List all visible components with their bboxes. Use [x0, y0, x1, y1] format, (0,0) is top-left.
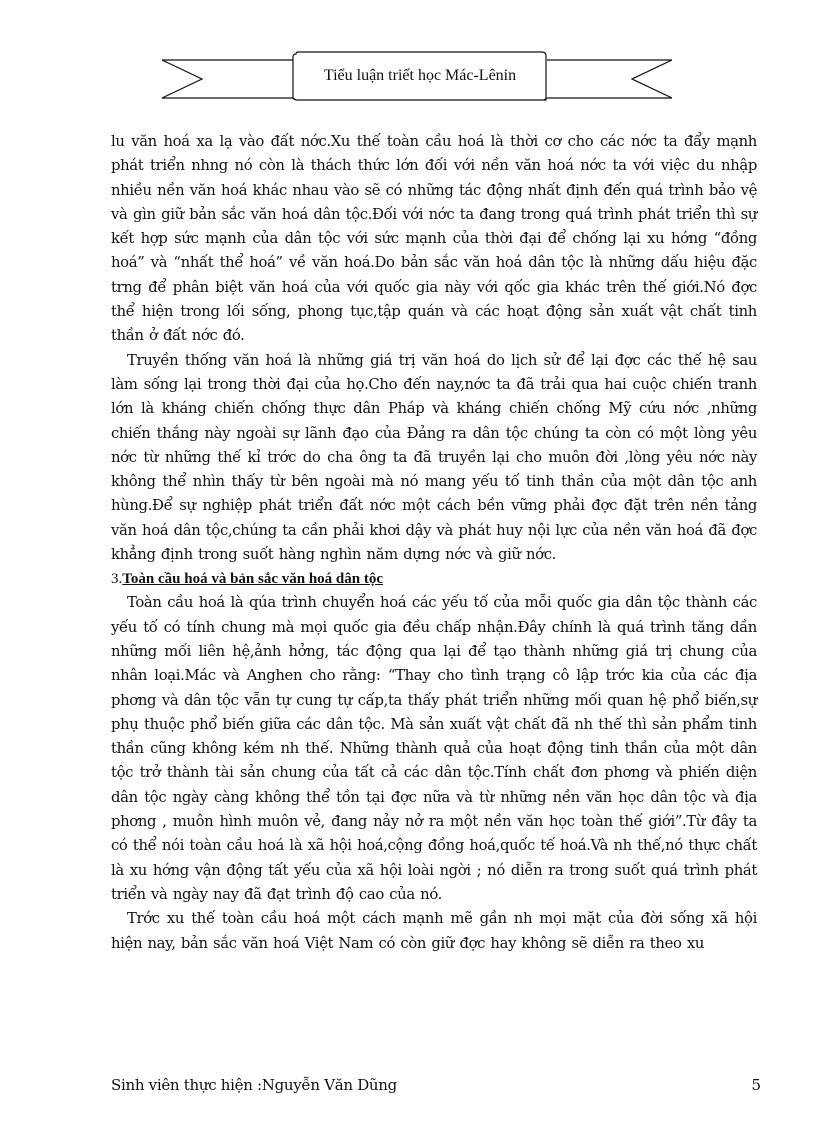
paragraph-4: Trớc xu thế toàn cầu hoá một cách mạnh mẽ gần nh mọi mặt của đời sống xã hội hiện nay, bản sắc văn hoá Việt Nam có còn giữ đợc hay không sẽ diễn ra theo xu — [111, 910, 757, 952]
section-title: Toàn cầu hoá và bản sắc văn hoá dân tộc — [122, 571, 384, 588]
paragraph-1: lu văn hoá xa lạ vào đất nớc.Xu thế toàn cầu hoá là thời cơ cho các nớc ta đẩy mạnh phát triển nhng nó còn là thách thức lớn đối với nền văn hoá nớc ta với việc du nhập nhiều nền văn hoá khác nhau vào sẽ có những tác động nhất định đến quá trình bảo vệ và gìn giữ bản sắc văn hoá dân tộc.Đối với nớc ta đang trong quá trình phát triển thì sự kết hợp sức mạnh của dân tộc với sức mạnh của thời đại để chống lại xu hớng “đồng hoá” và “nhất thể hoá” về văn hoá.Do bản sắc văn hoá dân tộc là những dấu hiệu đặc trng để phân biệt văn hoá của với quốc gia này với qốc gia khác trên thế giới.Nó đợc thể hiện trong lối sống, phong tục,tập quán và các hoạt động sản xuất vật chất tinh thần ở đất nớc đó. — [111, 133, 757, 345]
document-title: Tiểu luận triết học Mác-Lênin — [323, 67, 517, 84]
author-label: Sinh viên thực hiện :Nguyễn Văn Dũng — [111, 1076, 397, 1094]
paragraph-2: Truyền thống văn hoá là những giá trị văn hoá do lịch sử để lại đợc các thế hệ sau làm sống lại trong thời đại của họ.Cho đến nay,nớc ta đã trải qua hai cuộc chiến tranh lớn là kháng chiến chống thực dân Pháp và kháng chiến chống Mỹ cứu nớc ,những chiến thắng này ngoài sự lãnh đạo của Đảng ra dân tộc chúng ta còn có một lòng yêu nớc từ những thế kỉ trớc do cha ông ta đã truyền lại cho muôn đời ,lòng yêu nớc này không thể nhìn thấy từ bên ngoài mà nó mang yếu tố tinh thần của một dân tộc anh hùng.Để sự nghiệp phát triển đất nớc một cách bền vững phải đợc đặt trên nền tảng văn hoá dân tộc,chúng ta cần phải khơi dậy và phát huy nội lực của nền văn hoá đã đợc khẳng định trong suốt hàng nghìn năm dựng nớc và giữ nớc. — [111, 351, 757, 564]
header-banner — [162, 50, 672, 102]
section-heading — [111, 567, 757, 591]
document-body — [111, 130, 757, 956]
page-number: 5 — [751, 1076, 761, 1094]
paragraph-3: Toàn cầu hoá là qúa trình chuyển hoá các yếu tố của mỗi quốc gia dân tộc thành các yếu tố có tính chung mà mọi quốc gia đều chấp nhận.Đây chính là quá trình tăng dần những mối liên hệ,ảnh hởng, tác động qua lại để tạo thành những giá trị chung của nhân loại.Mác và Anghen cho rằng: “Thay cho tình trạng cô lập trớc kia của các địa phơng và dân tộc vẫn tự cung tự cấp,ta thấy phát triển những mối quan hệ phổ biến,sự phụ thuộc phổ biến giữa các dân tộc. Mà sản xuất vật chất đã nh thế thì sản phẩm tinh thần cũng không kém nh thế. Những thành quả của hoạt động tinh thần của một dân tộc trở thành tài sản chung của tất cả các dân tộc.Tính chất đơn phơng và phiến diện dân tộc ngày càng không thể tồn tại đợc nữa và từ những nền văn học dân tộc và địa phơng , muôn hình muôn vẻ, đang nảy nở ra một nền văn học toàn thế giới”.Từ đây ta có thể nói toàn cầu hoá là xã hội hoá,cộng đồng hoá,quốc tế hoá.Và nh thế,nó thực chất là xu hớng vận động tất yếu của xã hội loài ngời ; nó diễn ra trong suốt quá trình phát triển và ngày nay đã đạt trình độ cao của nó. — [111, 594, 757, 903]
section-number: 3. — [111, 571, 123, 588]
page-footer — [111, 1076, 761, 1100]
